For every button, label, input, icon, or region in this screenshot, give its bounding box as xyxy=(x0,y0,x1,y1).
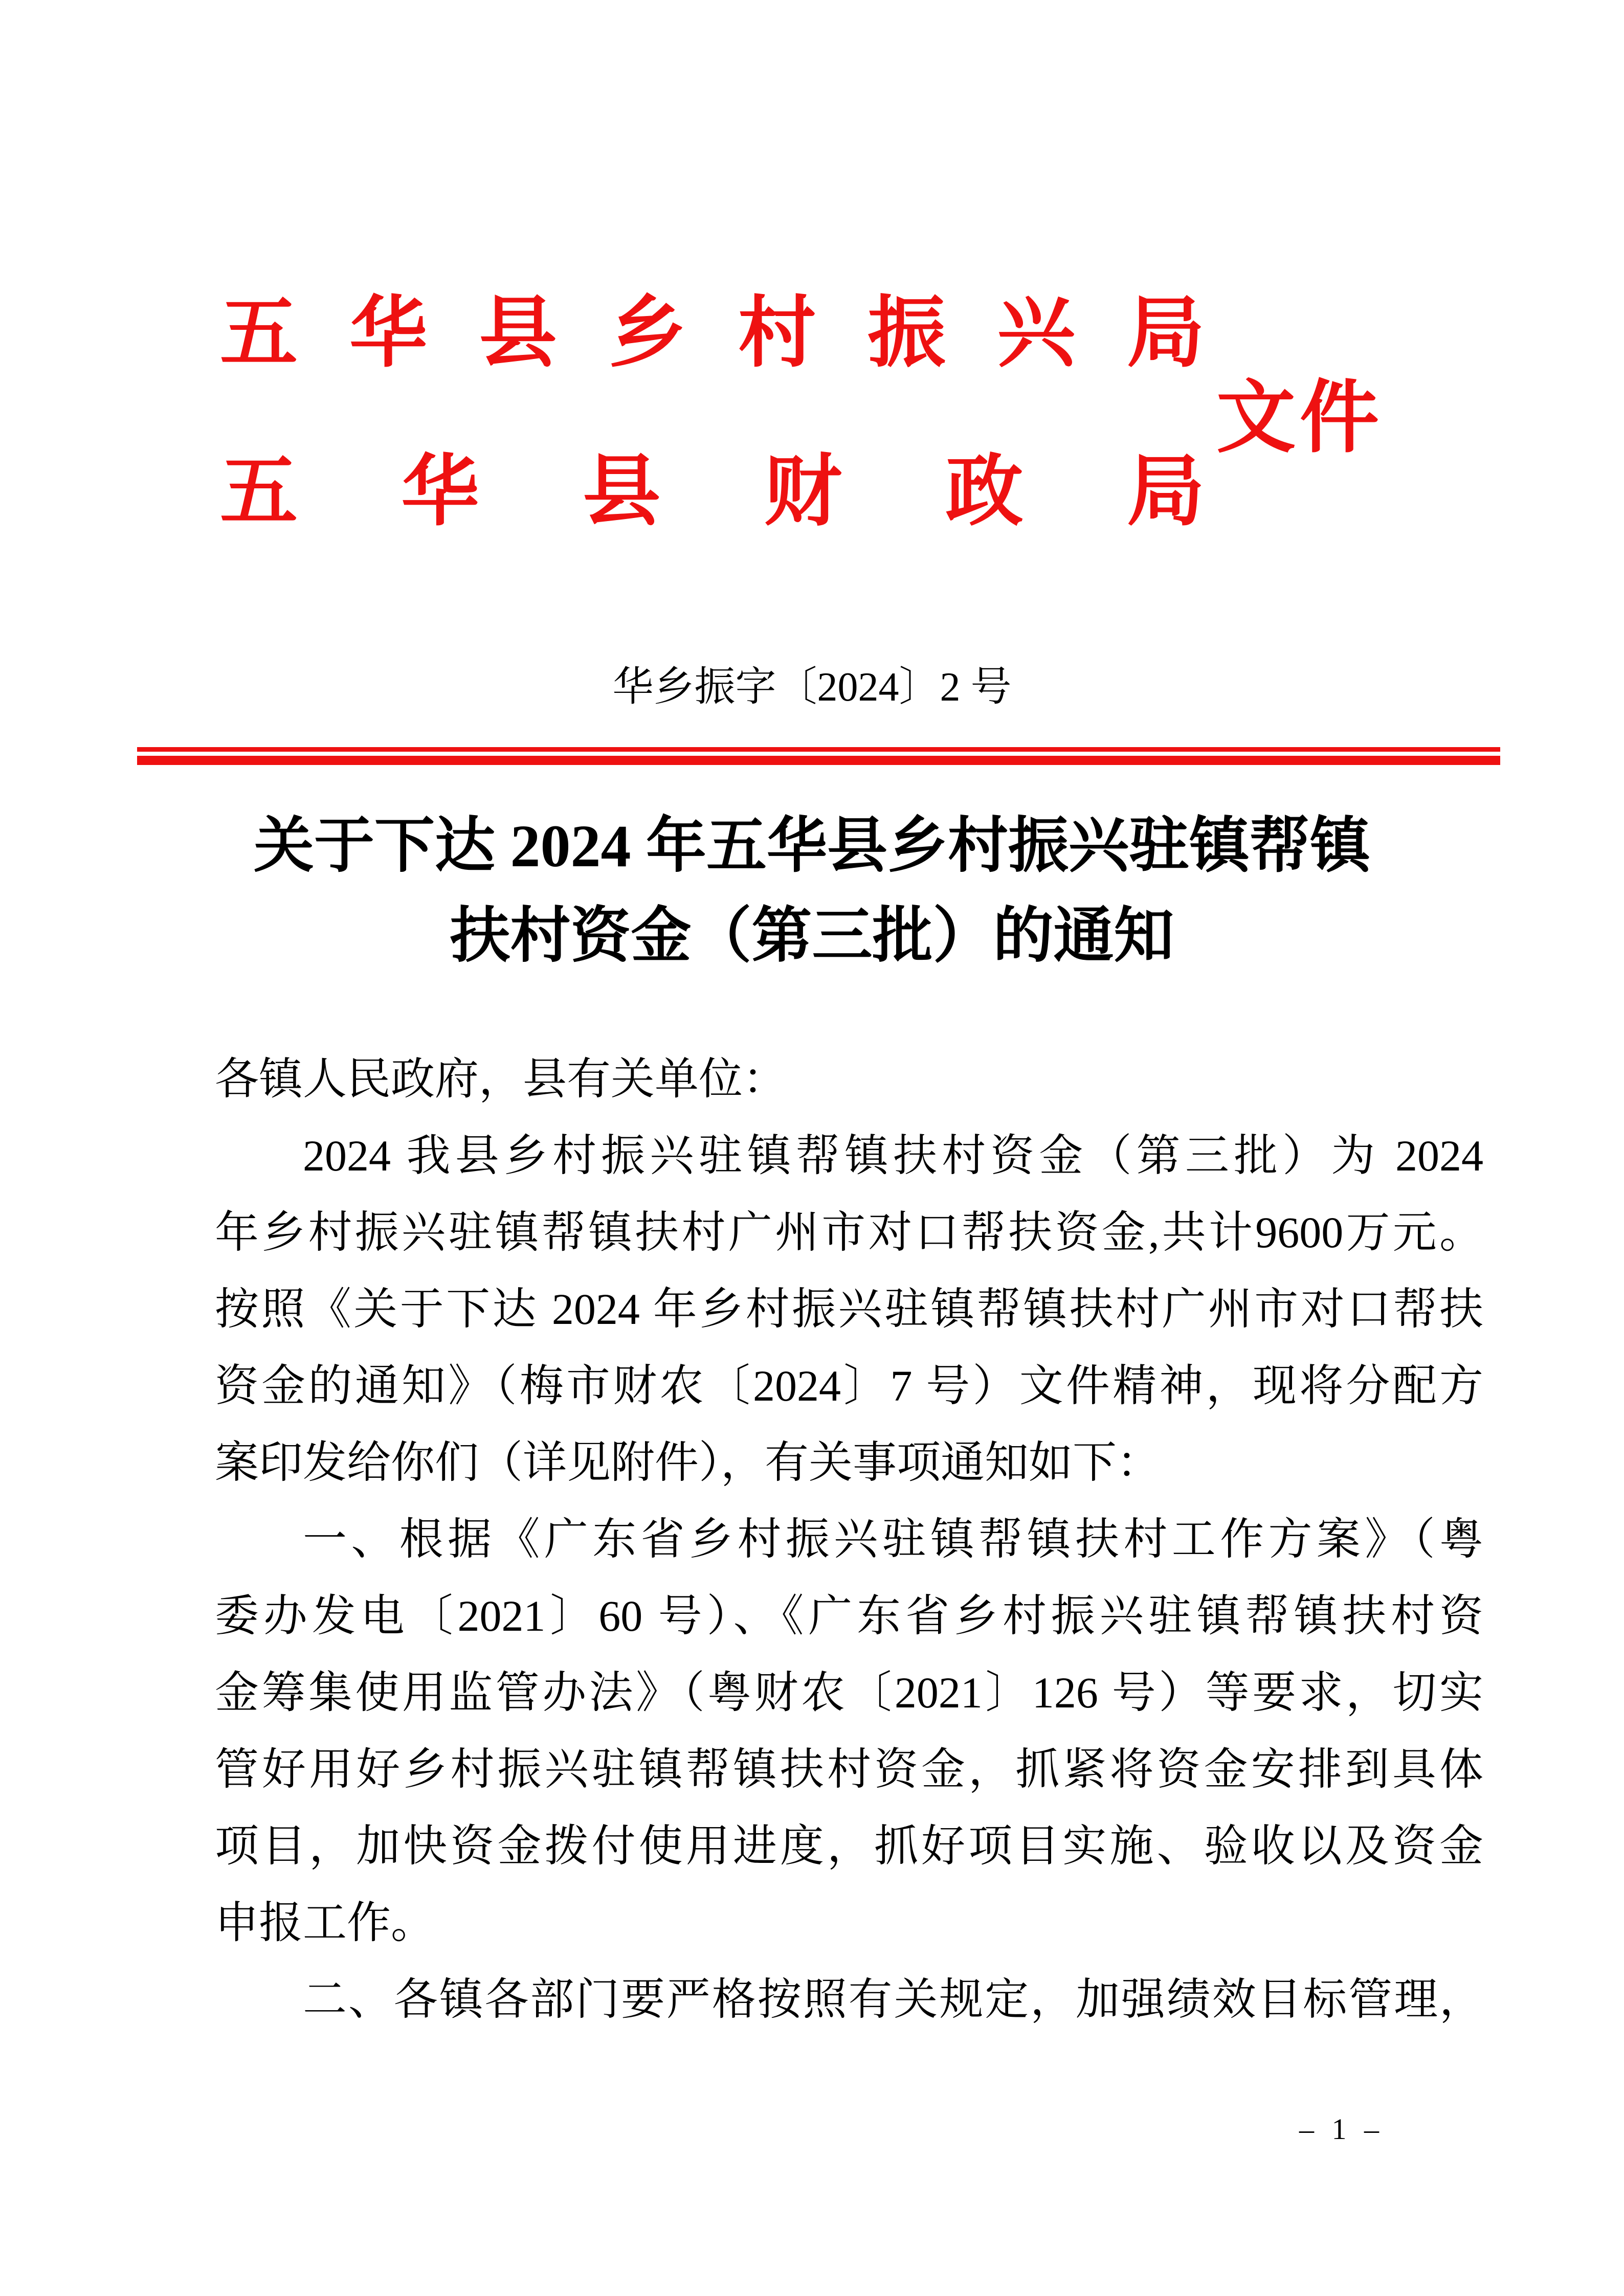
letterhead-org-line-2: 五华县财政局 xyxy=(220,449,1205,535)
body-line: 各镇人民政府，县有关单位： xyxy=(215,1054,787,1104)
document-title xyxy=(0,801,1624,981)
red-divider-line-thin xyxy=(137,747,1500,752)
body-line: 管好用好乡村振兴驻镇帮镇扶村资金，抓紧将资金安排到具体 xyxy=(215,1745,1483,1794)
body-line: 年乡村振兴驻镇帮镇扶村广州市对口帮扶资金,共计9600万元。 xyxy=(215,1208,1483,1257)
body-line: 申报工作。 xyxy=(215,1898,435,1947)
page-number: – 1 – xyxy=(1299,2112,1384,2146)
body-line: 案印发给你们（详见附件），有关事项通知如下： xyxy=(215,1438,1161,1487)
document-body xyxy=(215,1041,1483,2038)
body-line: 金筹集使用监管办法》（粤财农〔2021〕126 号）等要求，切实 xyxy=(215,1668,1483,1717)
letterhead-org-line-1: 五华县乡村振兴局 xyxy=(220,290,1205,376)
body-line: 二、各镇各部门要严格按照有关规定，加强绩效目标管理， xyxy=(303,1975,1483,2024)
document-title-line-2: 扶村资金（第三批）的通知 xyxy=(450,903,1174,970)
red-divider-line-thick xyxy=(137,756,1500,765)
document-reference-number: 华乡振字〔2024〕2 号 xyxy=(612,665,1012,710)
body-line: 委办发电〔2021〕60 号）、《广东省乡村振兴驻镇帮镇扶村资 xyxy=(215,1591,1483,1640)
body-line: 资金的通知》（梅市财农〔2024〕7 号）文件精神，现将分配方 xyxy=(215,1361,1483,1410)
document-title-line-1: 关于下达 2024 年五华县乡村振兴驻镇帮镇 xyxy=(253,813,1370,880)
letterhead-document-word: 文件 xyxy=(1216,374,1383,462)
body-line: 项目，加快资金拨付使用进度，抓好项目实施、验收以及资金 xyxy=(215,1821,1483,1871)
body-line: 按照《关于下达 2024 年乡村振兴驻镇帮镇扶村广州市对口帮扶 xyxy=(215,1285,1483,1334)
body-line: 2024 我县乡村振兴驻镇帮镇扶村资金（第三批）为 2024 xyxy=(303,1131,1483,1180)
body-line: 一、根据《广东省乡村振兴驻镇帮镇扶村工作方案》（粤 xyxy=(303,1515,1483,1564)
